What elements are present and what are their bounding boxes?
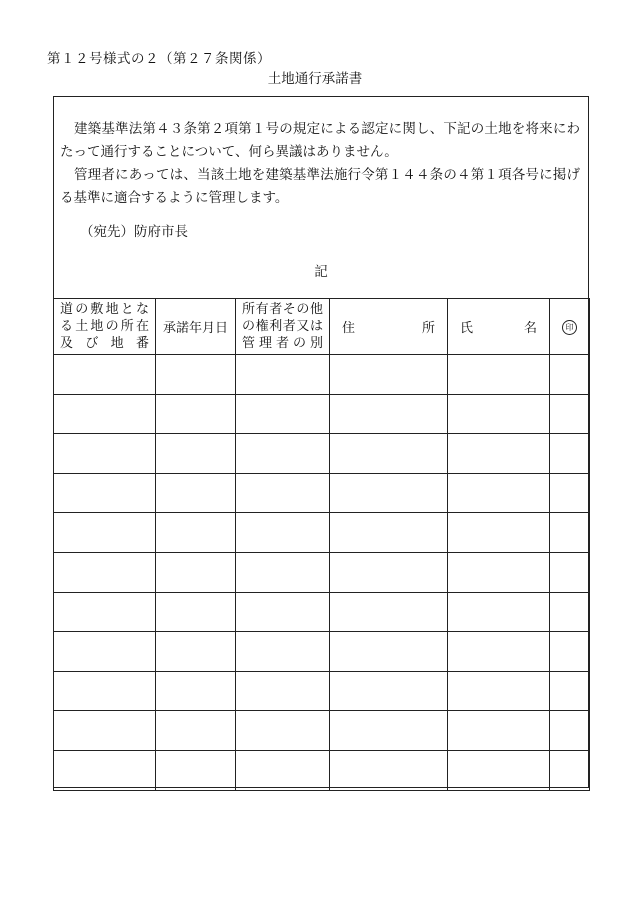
seal-icon: 印 bbox=[562, 320, 577, 335]
table-body bbox=[54, 355, 590, 791]
seal-cell[interactable] bbox=[550, 632, 590, 672]
header-consent-date: 承諾年月日 bbox=[156, 299, 236, 355]
seal-cell[interactable] bbox=[550, 750, 590, 790]
table-row bbox=[54, 711, 590, 751]
table-row bbox=[54, 671, 590, 711]
table-row bbox=[54, 394, 590, 434]
name-cell[interactable] bbox=[448, 592, 550, 632]
table-row bbox=[54, 592, 590, 632]
date-cell[interactable] bbox=[156, 750, 236, 790]
land-cell[interactable] bbox=[54, 750, 156, 790]
ki-marker: 記 bbox=[314, 264, 328, 280]
name-cell[interactable] bbox=[448, 355, 550, 395]
address-cell[interactable] bbox=[330, 473, 448, 513]
table-row bbox=[54, 750, 590, 790]
date-cell[interactable] bbox=[156, 355, 236, 395]
addressee: （宛先）防府市長 bbox=[80, 224, 188, 240]
owner-type-cell[interactable] bbox=[236, 473, 330, 513]
owner-type-cell[interactable] bbox=[236, 355, 330, 395]
consent-paragraph-2: 管理者にあっては、当該土地を建築基準法施行令第１４４条の４第１項各号に掲げる基準に適合するように管理します。 bbox=[60, 167, 580, 206]
owner-type-cell[interactable] bbox=[236, 671, 330, 711]
seal-cell[interactable] bbox=[550, 394, 590, 434]
table-row bbox=[54, 473, 590, 513]
land-cell[interactable] bbox=[54, 671, 156, 711]
seal-cell[interactable] bbox=[550, 711, 590, 751]
document-title: 土地通行承諾書 bbox=[267, 71, 363, 87]
header-name bbox=[448, 299, 550, 355]
owner-type-cell[interactable] bbox=[236, 394, 330, 434]
date-cell[interactable] bbox=[156, 513, 236, 553]
table-row bbox=[54, 552, 590, 592]
address-cell[interactable] bbox=[330, 355, 448, 395]
owner-type-cell[interactable] bbox=[236, 434, 330, 474]
owner-type-cell[interactable] bbox=[236, 632, 330, 672]
seal-cell[interactable] bbox=[550, 473, 590, 513]
date-cell[interactable] bbox=[156, 552, 236, 592]
seal-cell[interactable] bbox=[550, 552, 590, 592]
land-cell[interactable] bbox=[54, 632, 156, 672]
date-cell[interactable] bbox=[156, 434, 236, 474]
name-cell[interactable] bbox=[448, 434, 550, 474]
land-cell[interactable] bbox=[54, 592, 156, 632]
header-seal bbox=[550, 299, 590, 355]
land-cell[interactable] bbox=[54, 355, 156, 395]
date-cell[interactable] bbox=[156, 632, 236, 672]
consent-paragraph-1: 建築基準法第４３条第２項第１号の規定による認定に関し、下記の土地を将来にわたって通行することについて、何ら異議はありません。 bbox=[60, 121, 580, 160]
address-cell[interactable] bbox=[330, 434, 448, 474]
header-name-char-2: 名 bbox=[523, 321, 537, 336]
table-row bbox=[54, 632, 590, 672]
address-cell[interactable] bbox=[330, 394, 448, 434]
date-cell[interactable] bbox=[156, 592, 236, 632]
name-cell[interactable] bbox=[448, 750, 550, 790]
table-header-row bbox=[54, 299, 590, 355]
date-cell[interactable] bbox=[156, 394, 236, 434]
header-address-char-2: 所 bbox=[421, 321, 435, 336]
header-owner-type: 所有者その他の権利者又は管理者の別 bbox=[236, 299, 330, 355]
seal-cell[interactable] bbox=[550, 355, 590, 395]
name-cell[interactable] bbox=[448, 552, 550, 592]
table-row bbox=[54, 434, 590, 474]
seal-cell[interactable] bbox=[550, 592, 590, 632]
land-cell[interactable] bbox=[54, 473, 156, 513]
header-address-char-1: 住 bbox=[342, 321, 356, 336]
header-address bbox=[330, 299, 448, 355]
owner-type-cell[interactable] bbox=[236, 552, 330, 592]
consent-table bbox=[53, 298, 590, 791]
owner-type-cell[interactable] bbox=[236, 513, 330, 553]
seal-cell[interactable] bbox=[550, 513, 590, 553]
owner-type-cell[interactable] bbox=[236, 711, 330, 751]
address-cell[interactable] bbox=[330, 552, 448, 592]
owner-type-cell[interactable] bbox=[236, 750, 330, 790]
name-cell[interactable] bbox=[448, 671, 550, 711]
address-cell[interactable] bbox=[330, 750, 448, 790]
seal-cell[interactable] bbox=[550, 434, 590, 474]
name-cell[interactable] bbox=[448, 711, 550, 751]
name-cell[interactable] bbox=[448, 394, 550, 434]
address-cell[interactable] bbox=[330, 711, 448, 751]
seal-cell[interactable] bbox=[550, 671, 590, 711]
form-number: 第１２号様式の２（第２７条関係） bbox=[47, 51, 271, 67]
land-cell[interactable] bbox=[54, 434, 156, 474]
date-cell[interactable] bbox=[156, 711, 236, 751]
address-cell[interactable] bbox=[330, 632, 448, 672]
name-cell[interactable] bbox=[448, 513, 550, 553]
header-name-char-1: 氏 bbox=[460, 321, 474, 336]
table-row bbox=[54, 513, 590, 553]
address-cell[interactable] bbox=[330, 513, 448, 553]
owner-type-cell[interactable] bbox=[236, 592, 330, 632]
address-cell[interactable] bbox=[330, 592, 448, 632]
name-cell[interactable] bbox=[448, 473, 550, 513]
land-cell[interactable] bbox=[54, 711, 156, 751]
date-cell[interactable] bbox=[156, 473, 236, 513]
land-cell[interactable] bbox=[54, 552, 156, 592]
name-cell[interactable] bbox=[448, 632, 550, 672]
address-cell[interactable] bbox=[330, 671, 448, 711]
land-cell[interactable] bbox=[54, 394, 156, 434]
consent-statement bbox=[60, 118, 580, 210]
table-row bbox=[54, 355, 590, 395]
header-land-location: 道の敷地となる土地の所在及び地番 bbox=[54, 299, 156, 355]
land-cell[interactable] bbox=[54, 513, 156, 553]
date-cell[interactable] bbox=[156, 671, 236, 711]
